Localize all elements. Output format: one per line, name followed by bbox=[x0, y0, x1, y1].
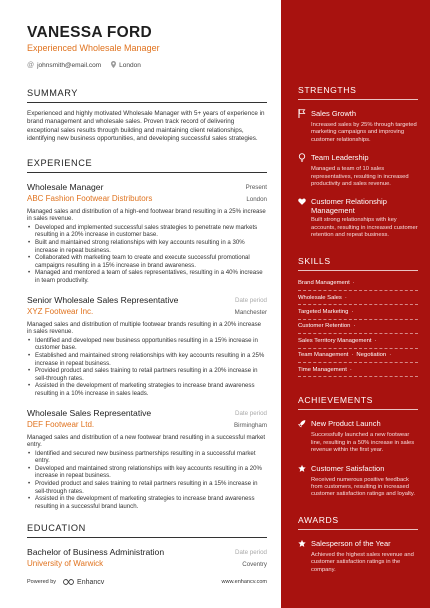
contact-location bbox=[111, 61, 141, 70]
separator: · bbox=[353, 323, 356, 330]
sidebar-entry bbox=[298, 197, 418, 239]
awards-heading: AWARDS bbox=[298, 515, 418, 530]
skill-tag: Time Management bbox=[298, 366, 347, 373]
enhancv-logo-icon bbox=[62, 578, 75, 586]
job-entry bbox=[27, 408, 267, 511]
job-bullets bbox=[27, 450, 267, 511]
skills-list bbox=[298, 277, 418, 378]
skill-tag: Team Management bbox=[298, 352, 349, 359]
job-description: Managed sales and distribution of multiple footwear brands resulting in a 20% increase in sales revenue. bbox=[27, 320, 262, 336]
sidebar-entry bbox=[298, 419, 418, 454]
entry-name: Salesperson of the Year bbox=[311, 538, 391, 548]
summary-text: Experienced and highly motivated Wholesale Manager with 5+ years of experience in brand management and wholesale sales. Proven track record of delivering exceptional sales results through building and maintaining client relationships, identifying new business opportunities, and developing successful sales strategies. bbox=[27, 110, 265, 143]
job-location: London bbox=[246, 195, 267, 203]
powered-by bbox=[27, 578, 104, 586]
bullet-item: • Collaborated with marketing team to create and execute successful promotional campaigns resulting in a 15% increase in brand awareness. bbox=[27, 254, 267, 269]
job-location: Birmingham bbox=[233, 421, 267, 429]
entry-header bbox=[298, 464, 418, 475]
education-location: Coventry bbox=[242, 561, 267, 569]
skill-tag: Targeted Marketing bbox=[298, 309, 349, 316]
company-name: DEF Footwear Ltd. bbox=[27, 419, 95, 429]
entry-description: Received numerous positive feedback from customers, resulting in increased customer satisfaction ratings and loyalty. bbox=[311, 476, 415, 498]
contact-info bbox=[27, 61, 267, 70]
location-text: London bbox=[119, 62, 141, 69]
sidebar-entry bbox=[298, 153, 418, 188]
job-subheader bbox=[27, 194, 267, 204]
job-location: Manchester bbox=[234, 308, 267, 316]
sidebar-entry bbox=[298, 539, 418, 574]
powered-by-label: Powered by bbox=[27, 579, 57, 585]
skill-row bbox=[298, 349, 418, 363]
entry-name: Customer Relationship Management bbox=[311, 197, 387, 216]
separator: · bbox=[351, 309, 354, 316]
skill-row bbox=[298, 305, 418, 319]
job-entry bbox=[27, 295, 267, 398]
job-entry bbox=[27, 182, 267, 285]
enhancv-logo[interactable] bbox=[62, 578, 104, 586]
job-description: Managed sales and distribution of a high-end footwear brand resulting in a 25% increase in sales revenue. bbox=[27, 207, 266, 223]
separator: · bbox=[351, 352, 354, 359]
skill-tag: Sales Territory Management bbox=[298, 337, 372, 344]
entry-header bbox=[298, 109, 418, 120]
bullet-item: • Built and maintained strong relationships with key accounts resulting in a 30% increase in repeat business. bbox=[27, 239, 267, 254]
entry-name: Team Leadership bbox=[311, 153, 369, 163]
summary-heading: SUMMARY bbox=[27, 88, 267, 103]
entry-description: Successfully launched a new footwear line, resulting in a 50% increase in sales revenue within the first year. bbox=[311, 432, 415, 454]
job-header bbox=[27, 295, 267, 305]
separator: · bbox=[352, 280, 355, 287]
entry-name: New Product Launch bbox=[311, 419, 381, 429]
job-subheader bbox=[27, 420, 267, 430]
company-name: XYZ Footwear Inc. bbox=[27, 306, 94, 316]
awards-list bbox=[298, 539, 418, 574]
job-date: Date period bbox=[235, 409, 267, 417]
degree: Bachelor of Business Administration bbox=[27, 547, 165, 558]
skill-tag: Wholesale Sales bbox=[298, 294, 342, 301]
job-bullets bbox=[27, 337, 267, 398]
job-date: Date period bbox=[235, 296, 267, 304]
achievements-list bbox=[298, 419, 418, 498]
candidate-role: Experienced Wholesale Manager bbox=[27, 43, 160, 53]
sidebar-entry bbox=[298, 464, 418, 499]
entry-description: Achieved the highest sales revenue and customer satisfaction ratings in the company. bbox=[311, 551, 414, 573]
job-date: Present bbox=[245, 183, 267, 191]
skill-row bbox=[298, 291, 418, 305]
flag-icon bbox=[298, 109, 306, 120]
candidate-name: VANESSA FORD bbox=[27, 24, 153, 41]
skill-tag: Brand Management bbox=[298, 280, 350, 287]
job-subheader bbox=[27, 307, 267, 317]
education-entry bbox=[27, 547, 267, 569]
enhancv-brand: Enhancv bbox=[77, 578, 105, 586]
skill-row bbox=[298, 277, 418, 291]
entry-header bbox=[298, 539, 418, 550]
contact-email[interactable] bbox=[27, 61, 101, 70]
location-pin-icon bbox=[111, 61, 116, 70]
education-heading: EDUCATION bbox=[27, 523, 267, 538]
bullet-item: • Provided product and sales training to retail partners resulting in a 15% increase in sell-through rates. bbox=[27, 480, 267, 495]
skill-row bbox=[298, 363, 418, 377]
rocket-icon bbox=[298, 419, 306, 430]
strengths-heading: STRENGTHS bbox=[298, 85, 418, 100]
entry-header bbox=[298, 197, 418, 215]
job-bullets bbox=[27, 224, 267, 285]
education-date: Date period bbox=[235, 549, 267, 557]
bullet-item: • Developed and maintained strong relationships with key accounts resulting in a 20% increase in repeat business. bbox=[27, 465, 267, 480]
entry-name: Sales Growth bbox=[311, 109, 357, 118]
job-title: Senior Wholesale Sales Representative bbox=[27, 294, 179, 305]
job-header bbox=[27, 182, 267, 192]
experience-list bbox=[27, 182, 267, 511]
separator: · bbox=[349, 366, 352, 373]
bullet-item: • Managed and mentored a team of sales representatives, resulting in a 40% increase in team productivity. bbox=[27, 269, 267, 284]
bullet-item: • Identified and secured new business partnerships resulting in a successful market entry. bbox=[27, 450, 267, 465]
bullet-item: • Assisted in the development of marketing strategies to increase brand awareness resulting in a successful brand launch. bbox=[27, 495, 267, 510]
separator: · bbox=[344, 294, 347, 301]
entry-header bbox=[298, 419, 418, 430]
entry-name: Customer Satisfaction bbox=[311, 463, 385, 473]
job-title: Wholesale Sales Representative bbox=[27, 407, 152, 418]
at-icon: @ bbox=[27, 62, 35, 69]
bullet-item: • Provided product and sales training to retail partners resulting in a 20% increase in sell-through rates. bbox=[27, 367, 267, 382]
skill-tag: Negotiation bbox=[356, 352, 387, 359]
school: University of Warwick bbox=[27, 559, 104, 569]
separator: · bbox=[374, 337, 377, 344]
footer-url[interactable]: www.enhancv.com bbox=[221, 579, 267, 585]
bullet-item: • Assisted in the development of marketing strategies to increase brand awareness resulting in a 10% increase in sales leads. bbox=[27, 382, 267, 397]
job-description: Managed sales and distribution of a new footwear brand resulting in a successful market entry. bbox=[27, 433, 266, 449]
star-icon bbox=[298, 539, 306, 550]
entry-description: Managed a team of 10 sales representatives, resulting in increased productivity and sales revenue. bbox=[311, 166, 409, 188]
sidebar bbox=[281, 0, 430, 608]
entry-header bbox=[298, 153, 418, 164]
star-icon bbox=[298, 464, 306, 475]
separator: · bbox=[389, 352, 392, 359]
job-title: Wholesale Manager bbox=[27, 181, 104, 192]
entry-description: Increased sales by 25% through targeted marketing campaigns and improving customer relationships. bbox=[311, 122, 417, 143]
job-header bbox=[27, 408, 267, 418]
skill-tag: Customer Retention bbox=[298, 323, 351, 330]
sidebar-entry bbox=[298, 109, 418, 144]
lightbulb-icon bbox=[298, 153, 306, 164]
heart-icon bbox=[298, 197, 306, 208]
footer bbox=[27, 578, 267, 586]
experience-heading: EXPERIENCE bbox=[27, 158, 267, 173]
bullet-item: • Developed and implemented successful sales strategies to penetrate new markets resulting in a 20% increase in customer base. bbox=[27, 224, 267, 239]
company-name: ABC Fashion Footwear Distributors bbox=[27, 193, 153, 203]
strengths-list bbox=[298, 109, 418, 240]
bullet-item: • Identified and developed new business opportunities resulting in a 15% increase in customer base. bbox=[27, 337, 267, 352]
skills-heading: SKILLS bbox=[298, 256, 418, 271]
email-text: johnsmith@email.com bbox=[37, 62, 102, 69]
achievements-heading: ACHIEVEMENTS bbox=[298, 395, 418, 410]
skill-row bbox=[298, 334, 418, 348]
entry-description: Built strong relationships with key accounts, resulting in increased customer retention and repeat business. bbox=[311, 217, 418, 239]
bullet-item: • Established and maintained strong relationships with key accounts resulting in a 25% increase in repeat business. bbox=[27, 352, 267, 367]
skill-row bbox=[298, 320, 418, 334]
